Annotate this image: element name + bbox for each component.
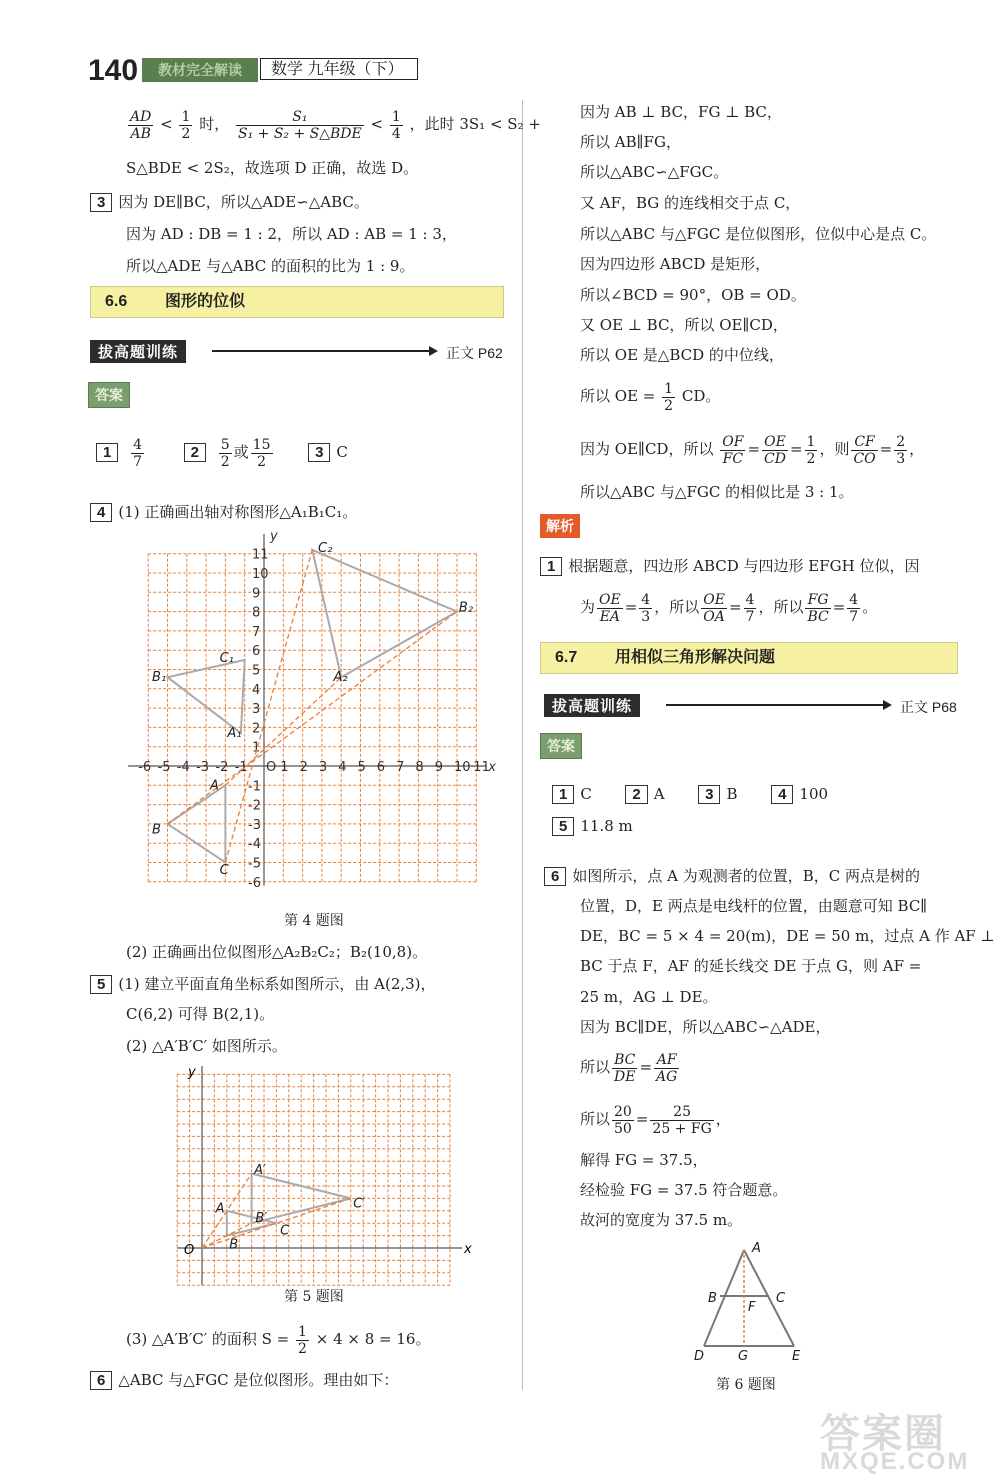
point-label: B₁: [152, 670, 167, 686]
point-label: C: [219, 863, 229, 879]
textbook-ref-2: 正文 P68: [900, 699, 957, 715]
point-label: C′: [353, 1196, 366, 1212]
point-label: B′: [255, 1211, 268, 1227]
origin-label: O: [184, 1243, 195, 1258]
figure-5-graph: [172, 1062, 472, 1284]
x-axis-label: x: [464, 1242, 472, 1257]
x-tick-label: 9: [434, 760, 443, 775]
r-line6: 因为四边形 ABCD 是矩形，: [580, 255, 771, 273]
j1-line2: 为 $\frac{OE}{EA}$ = $\frac{4}{3}$ ，所以 $\frac{OE}{OA}$ = $\frac{4}{7}$ ，所以 $\frac{FG}{BC}$ = $\frac{4}{7}$ 。: [580, 591, 878, 625]
x-tick-label: -2: [215, 760, 229, 775]
p5-line2: C(6,2) 可得 B(2,1)。: [126, 1005, 275, 1023]
point-label: B: [229, 1237, 239, 1253]
textbook-ref: 正文 P62: [446, 345, 503, 361]
r-line5: 所以△ABC 与△FGC 是位似图形，位似中心是点 C。: [580, 225, 937, 243]
figure-4-graph: [124, 530, 508, 900]
y-tick-label: 10: [252, 567, 269, 582]
r-line7: 所以∠BCD = 90°，OB = OD。: [580, 286, 806, 304]
r-p6-line1: 6 如图所示，点 A 为观测者的位置，B，C 两点是树的: [544, 866, 920, 886]
fig6-side-ae: [744, 1250, 794, 1346]
x-tick-label: 3: [318, 760, 328, 775]
p5-line3: (2) △A′B′C′ 如图所示。: [126, 1037, 287, 1055]
p6-left-line1: 6 △ABC 与△FGC 是位似图形。理由如下：: [90, 1370, 398, 1390]
r-line10: 所以 OE = $\frac{1}{2}$ CD。: [580, 380, 721, 414]
p4-line1: 4 (1) 正确画出轴对称图形△A₁B₁C₁。: [90, 502, 357, 522]
x-tick-label: 10: [454, 760, 471, 775]
subject: 数学: [271, 61, 304, 78]
j1-line1: 1 根据题意，四边形 ABCD 与四边形 EFGH 位似，因: [540, 556, 919, 576]
point-label: A: [215, 1201, 225, 1217]
point-label: C₁: [219, 650, 234, 666]
point-label: B: [152, 822, 161, 838]
page-number: 140: [88, 54, 139, 87]
series-label: 教材完全解读: [142, 58, 258, 82]
r-p6-line3: DE，BC = 5 × 4 = 20(m)，DE = 50 m，过点 A 作 AF ⊥: [580, 927, 995, 945]
r-p6-line2: 位置，D，E 两点是电线杆的位置，由题意可知 BC∥: [580, 897, 928, 915]
x-tick-label: -1: [234, 760, 248, 775]
r-p6-line4: BC 于点 F，AF 的延长线交 DE 于点 G，则 AF =: [580, 957, 922, 975]
y-tick-label: 11: [252, 547, 269, 563]
y-tick-label: -2: [248, 798, 261, 814]
answer-tag: 答案: [88, 382, 130, 408]
y-tick-label: -4: [248, 837, 261, 853]
p4-line2: (2) 正确画出位似图形△A₂B₂C₂；B₂(10,8)。: [126, 943, 428, 961]
analysis-tag: 解析: [540, 514, 580, 538]
y-axis-label: y: [188, 1065, 196, 1080]
fig6-label-g: G: [738, 1349, 749, 1364]
fig6-label-e: E: [792, 1349, 801, 1364]
x-tick-label: 7: [396, 760, 405, 775]
r-p6-line10: 经检验 FG = 37.5 符合题意。: [580, 1181, 788, 1199]
y-tick-label: 1: [252, 740, 261, 756]
y-tick-label: 7: [252, 624, 261, 640]
y-tick-label: 8: [252, 605, 261, 621]
y-tick-label: -3: [248, 817, 261, 833]
training-tag: 拔高题训练: [90, 340, 186, 363]
p3-line1: 3 因为 DE∥BC，所以△ADE∽△ABC。: [90, 192, 369, 212]
figure-4-caption: 第 4 题图: [284, 913, 344, 929]
p2-cont-line1: $\frac{AD}{AB}$ < $\frac{1}{2}$ 时， $\frac{\text{S₁}}{\text{S₁ + S₂ + S△BDE}}$ < $\frac{1}{4}$ ，此时 3S₁ < S₂ +: [130, 108, 541, 142]
x-tick-label: 8: [415, 760, 424, 775]
problem-number: 3: [90, 193, 112, 212]
p3-line2: 因为 AD : DB = 1 : 2，所以 AD : AB = 1 : 3，: [126, 225, 457, 243]
y-tick-label: 6: [252, 644, 261, 660]
quick-answers: 1 $\frac{4}{7}$ 2 $\frac{5}{2}$ 或 $\frac{15}{2}$ 3 C: [96, 432, 348, 472]
homothety-ray: [225, 547, 312, 863]
y-tick-label: -5: [248, 856, 261, 872]
p5-line4: (3) △A′B′C′ 的面积 S = $\frac{1}{2}$ × 4 × 8 = 16。: [126, 1323, 431, 1357]
p5-line1: 5 (1) 建立平面直角坐标系如图所示，由 A(2,3)，: [90, 974, 436, 994]
point-label: A′: [254, 1162, 266, 1178]
fig6-label-f: F: [748, 1300, 756, 1315]
r-line3: 所以△ABC∽△FGC。: [580, 163, 729, 181]
r-line11: 因为 OE∥CD，所以 $\frac{OF}{FC}$ = $\frac{OE}{CD}$ = $\frac{1}{2}$ ，则 $\frac{CF}{CO}$ = $\frac{2}{3}$ ，: [580, 433, 925, 467]
r-p6-line6: 因为 BC∥DE，所以△ABC∽△ADE，: [580, 1018, 831, 1036]
r-p6-line8: 所以 $\frac{20}{50}$ = $\frac{25}{25 + FG}$ ，: [580, 1103, 731, 1137]
y-tick-label: 4: [252, 682, 261, 698]
r-p6-line7: 所以 $\frac{BC}{DE}$ = $\frac{AF}{AG}$: [580, 1051, 678, 1085]
x-tick-label: -3: [196, 760, 210, 775]
r-line9: 所以 OE 是△BCD 的中位线，: [580, 346, 784, 364]
y-tick-label: 3: [252, 702, 261, 718]
point-label: A: [209, 778, 219, 794]
watermark-logo: 答案圈: [820, 1412, 946, 1456]
x-axis-label: x: [488, 760, 497, 775]
y-tick-label: 2: [252, 721, 261, 737]
answer-tag-2: 答案: [540, 733, 582, 759]
x-tick-label: 4: [338, 760, 347, 775]
x-tick-label: 2: [299, 760, 308, 775]
fig6-label-b: B: [708, 1291, 717, 1306]
section-6-7-header: 6.7 用相似三角形解决问题: [540, 642, 958, 674]
ref-arrow-2: [666, 704, 884, 706]
y-tick-label: 9: [252, 586, 261, 602]
r-p6-line11: 故河的宽度为 37.5 m。: [580, 1211, 743, 1229]
fig6-label-a: A: [752, 1241, 761, 1256]
fig6-label-d: D: [694, 1349, 705, 1364]
y-tick-label: -6: [248, 875, 261, 891]
section-6-6-header: 6.6 图形的位似: [90, 286, 504, 318]
r-p6-line5: 25 m，AG ⊥ DE。: [580, 988, 718, 1006]
p3-line3: 所以△ADE 与△ABC 的面积的比为 1 : 9。: [126, 257, 415, 275]
watermark-url: MXQE.COM: [820, 1448, 970, 1475]
r-line8: 又 OE ⊥ BC，所以 OE∥CD，: [580, 316, 788, 334]
x-tick-label: 6: [376, 760, 386, 775]
grade: 九年级（下）: [307, 61, 404, 78]
r-line1: 因为 AB ⊥ BC，FG ⊥ BC，: [580, 103, 782, 121]
r-line12: 所以△ABC 与△FGC 的相似比是 3 : 1。: [580, 483, 854, 501]
training-tag-2: 拔高题训练: [544, 694, 640, 717]
r-p6-line9: 解得 FG = 37.5，: [580, 1151, 708, 1169]
fig6-label-c: C: [776, 1291, 786, 1306]
figure-6-diagram: [688, 1236, 808, 1370]
x-tick-label: 1: [280, 760, 289, 775]
figure-6-caption: 第 6 题图: [716, 1377, 776, 1393]
x-tick-label: O: [266, 760, 277, 775]
point-label: A₁: [227, 726, 242, 742]
ref-arrow: [212, 350, 430, 352]
y-tick-label: 5: [252, 663, 261, 679]
qa-row1: 1 C 2 A 3 B 4 100: [552, 784, 828, 804]
point-label: A₂: [333, 670, 348, 686]
p2-cont-line2: S△BDE < 2S₂，故选项 D 正确，故选 D。: [126, 159, 419, 177]
y-tick-label: -1: [248, 779, 261, 795]
point-label: C: [280, 1223, 290, 1239]
x-tick-label: -4: [176, 760, 190, 775]
r-line2: 所以 AB∥FG，: [580, 133, 681, 151]
x-tick-label: 5: [357, 760, 366, 775]
y-axis-label: y: [270, 529, 278, 544]
x-tick-label: 11: [473, 760, 490, 775]
column-divider: [522, 100, 523, 1390]
point-label: C₂: [318, 540, 333, 556]
point-label: B₂: [458, 600, 474, 616]
r-line4: 又 AF，BG 的连线相交于点 C，: [580, 194, 801, 212]
figure-5-caption: 第 5 题图: [284, 1289, 344, 1305]
x-tick-label: -5: [157, 760, 171, 775]
x-tick-label: -6: [138, 760, 152, 775]
triangle-a2b2c2: [312, 550, 457, 677]
subject-grade-box: [260, 58, 418, 80]
qa-row2: 5 11.8 m: [552, 816, 633, 836]
